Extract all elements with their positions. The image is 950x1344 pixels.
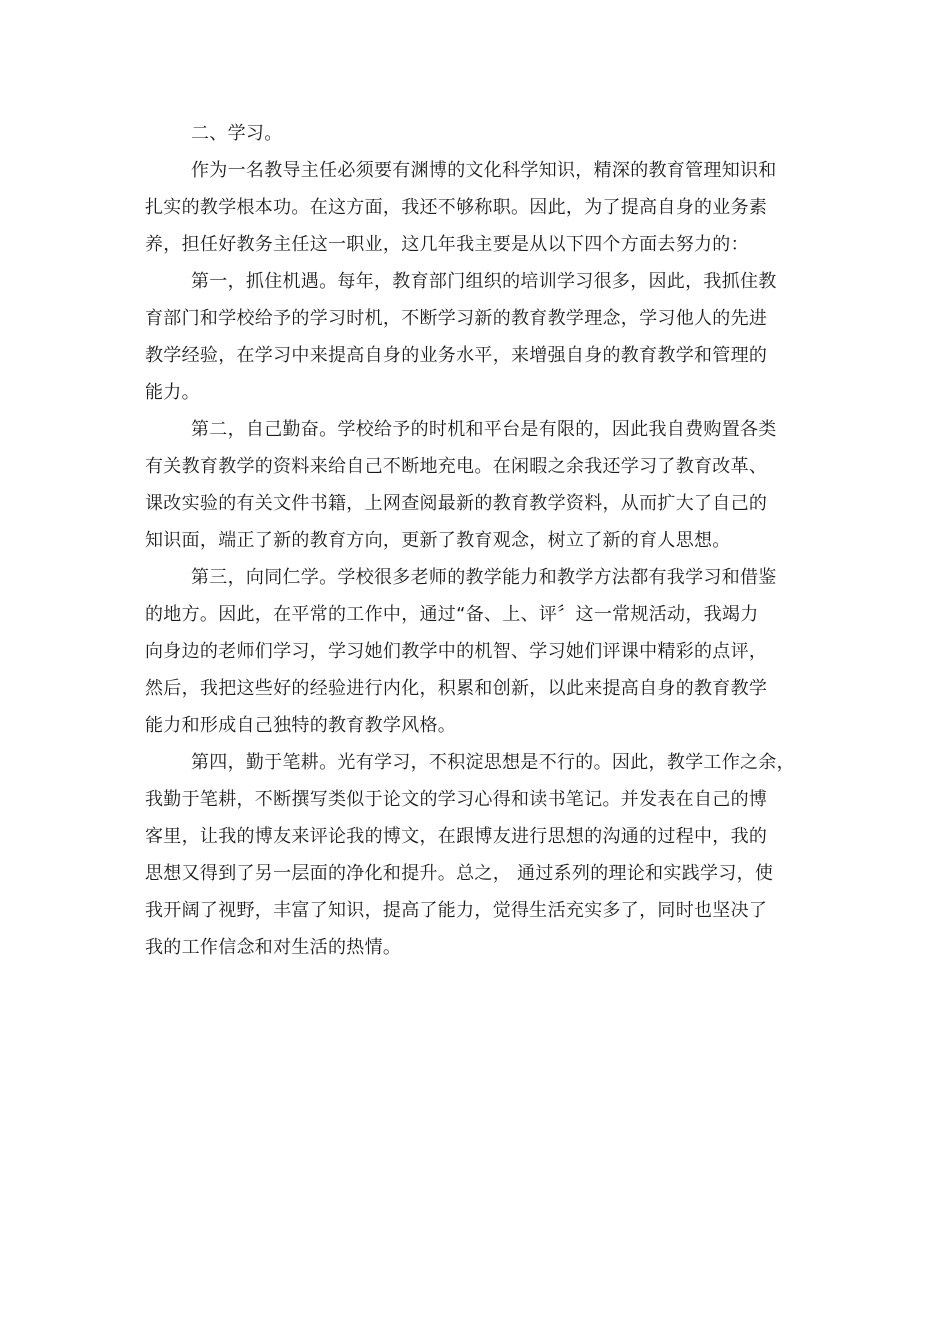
paragraph-line: 的地方。因此，在平常的工作中，通过“备、上、评〞这一常规活动，我竭力: [145, 604, 759, 625]
paragraph-line: 思想又得到了另一层面的净化和提升。总之， 通过系列的理论和实践学习，使: [145, 863, 774, 884]
paragraph-line: 作为一名教导主任必须要有渊博的文化科学知识，精深的教育管理知识和: [191, 160, 777, 181]
section-heading: 二、学习。: [191, 123, 283, 144]
paragraph-line: 有关教育教学的资料来给自己不断地充电。在闲暇之余我还学习了教育改革、: [145, 456, 768, 477]
paragraph-line: 客里，让我的博友来评论我的博文，在跟博友进行思想的沟通的过程中，我的: [145, 826, 768, 847]
paragraph-line: 能力和形成自己独特的教育教学风格。: [145, 715, 457, 736]
paragraph-line: 第一，抓住机遇。每年，教育部门组织的培训学习很多，因此，我抓住教: [191, 271, 777, 292]
paragraph-line: 课改实验的有关文件书籍，上网查阅最新的教育教学资料，从而扩大了自己的: [145, 493, 768, 514]
paragraph-line: 然后，我把这些好的经验进行内化，积累和创新，以此来提高自身的教育教学: [145, 678, 768, 699]
paragraph-line: 向身边的老师们学习，学习她们教学中的机智、学习她们评课中精彩的点评，: [145, 641, 768, 662]
paragraph-line: 养，担任好教务主任这一职业，这几年我主要是从以下四个方面去努力的：: [145, 234, 749, 255]
paragraph-line: 我的工作信念和对生活的热情。: [145, 937, 402, 958]
paragraph-line: 第四，勤于笔耕。光有学习，不积淀思想是不行的。因此，教学工作之余，: [191, 752, 795, 773]
paragraph-line: 能力。: [145, 382, 200, 403]
paragraph-line: 我勤于笔耕，不断撰写类似于论文的学习心得和读书笔记。并发表在自己的博: [145, 789, 768, 810]
paragraph-line: 第二，自己勤奋。学校给予的时机和平台是有限的，因此我自费购置各类: [191, 419, 777, 440]
paragraph-line: 扎实的教学根本功。在这方面，我还不够称职。因此，为了提高自身的业务素: [145, 197, 768, 218]
paragraph-line: 第三，向同仁学。学校很多老师的教学能力和教学方法都有我学习和借鉴: [191, 567, 777, 588]
paragraph-line: 育部门和学校给予的学习时机，不断学习新的教育教学理念，学习他人的先进: [145, 308, 768, 329]
paragraph-line: 教学经验，在学习中来提高自身的业务水平，来增强自身的教育教学和管理的: [145, 345, 768, 366]
paragraph-line: 我开阔了视野，丰富了知识，提高了能力，觉得生活充实多了，同时也坚决了: [145, 900, 768, 921]
paragraph-line: 知识面，端正了新的教育方向，更新了教育观念，树立了新的育人思想。: [145, 530, 731, 551]
